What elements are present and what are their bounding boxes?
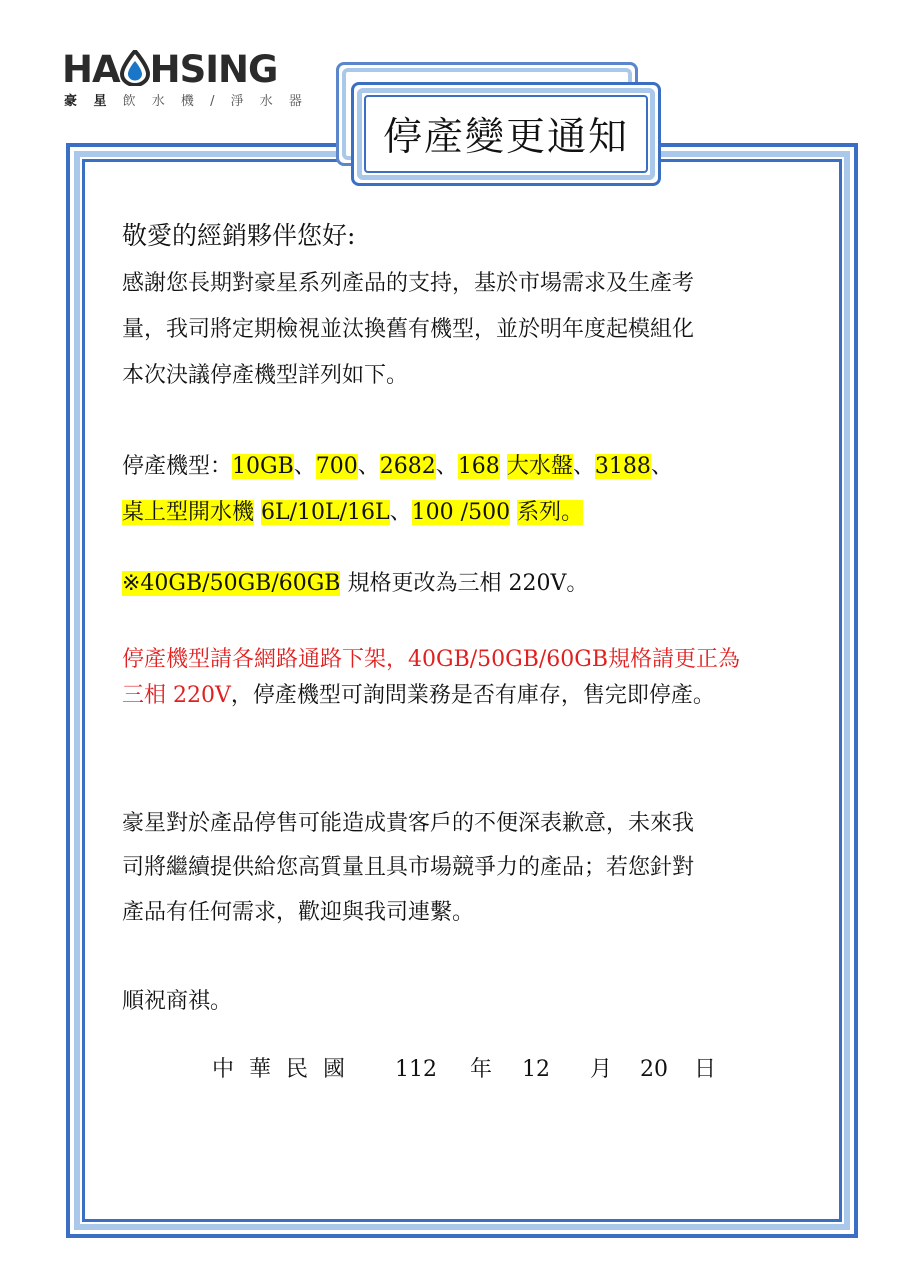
model-3188: 3188	[594, 454, 651, 479]
model-700: 700	[315, 454, 358, 479]
model-2682: 2682	[379, 454, 436, 479]
date-day-unit: 日	[694, 1057, 717, 1082]
date-era: 中 華 民 國	[212, 1057, 349, 1082]
intro-line: 本次決議停產機型詳列如下。	[122, 363, 409, 388]
date-day: 20	[640, 1057, 668, 1082]
title-box-core	[364, 95, 648, 173]
apology-line: 豪星對於產品停售可能造成貴客戶的不便深表歉意，未來我	[122, 811, 695, 836]
intro-line: 感謝您長期對豪星系列產品的支持，基於市場需求及生產考	[122, 271, 695, 296]
series-suffix: 系列。	[517, 500, 584, 525]
greeting: 敬愛的經銷夥伴您好:	[122, 221, 356, 250]
spec-note-models: ※40GB/50GB/60GB	[122, 571, 341, 596]
date-month-unit: 月	[590, 1057, 613, 1082]
logo-wordmark: HA HSING	[62, 48, 278, 91]
date-year: 112	[395, 1057, 437, 1082]
document-title: 停產變更通知	[382, 115, 629, 160]
spec-note	[122, 568, 588, 600]
red-notice-line-1: 停產機型請各網路通路下架，40GB/50GB/60GB規格請更正為	[122, 647, 741, 672]
model-big-water-tray: 大水盤	[506, 454, 573, 479]
closing: 順祝商祺。	[122, 989, 233, 1014]
apology-line: 產品有任何需求，歡迎與我司連繫。	[122, 900, 475, 925]
water-drop-icon	[120, 50, 150, 86]
date-month: 12	[522, 1057, 550, 1082]
logo-subtitle: 豪 星 飲 水 機 / 淨 水 器	[64, 94, 308, 109]
intro-line: 量，我司將定期檢視並汰換舊有機型，並於明年度起模組化	[122, 317, 695, 342]
model-6l-10l-16l: 6L/10L/16L	[261, 500, 390, 525]
spec-note-text: 規格更改為三相 220V。	[340, 571, 589, 596]
model-100-500: 100 /500	[411, 500, 511, 525]
discontinued-line-2: 桌上型開水機 6L/10L/16L、100 /500 系列。	[122, 500, 584, 525]
red-notice-line-2: 三相 220V，停產機型可詢問業務是否有庫存，售完即停產。	[122, 683, 715, 708]
date-year-unit: 年	[470, 1057, 493, 1082]
discontinued-line-1: 停產機型：10GB、700、2682、168 大水盤、3188、	[122, 454, 673, 479]
model-10gb: 10GB	[232, 454, 294, 479]
company-logo	[62, 48, 308, 110]
model-168: 168	[457, 454, 500, 479]
model-desktop-boiler: 桌上型開水機	[122, 500, 255, 525]
discontinued-label: 停產機型：	[122, 454, 233, 479]
apology-line: 司將繼續提供給您高質量且具市場競爭力的產品；若您針對	[122, 855, 695, 880]
